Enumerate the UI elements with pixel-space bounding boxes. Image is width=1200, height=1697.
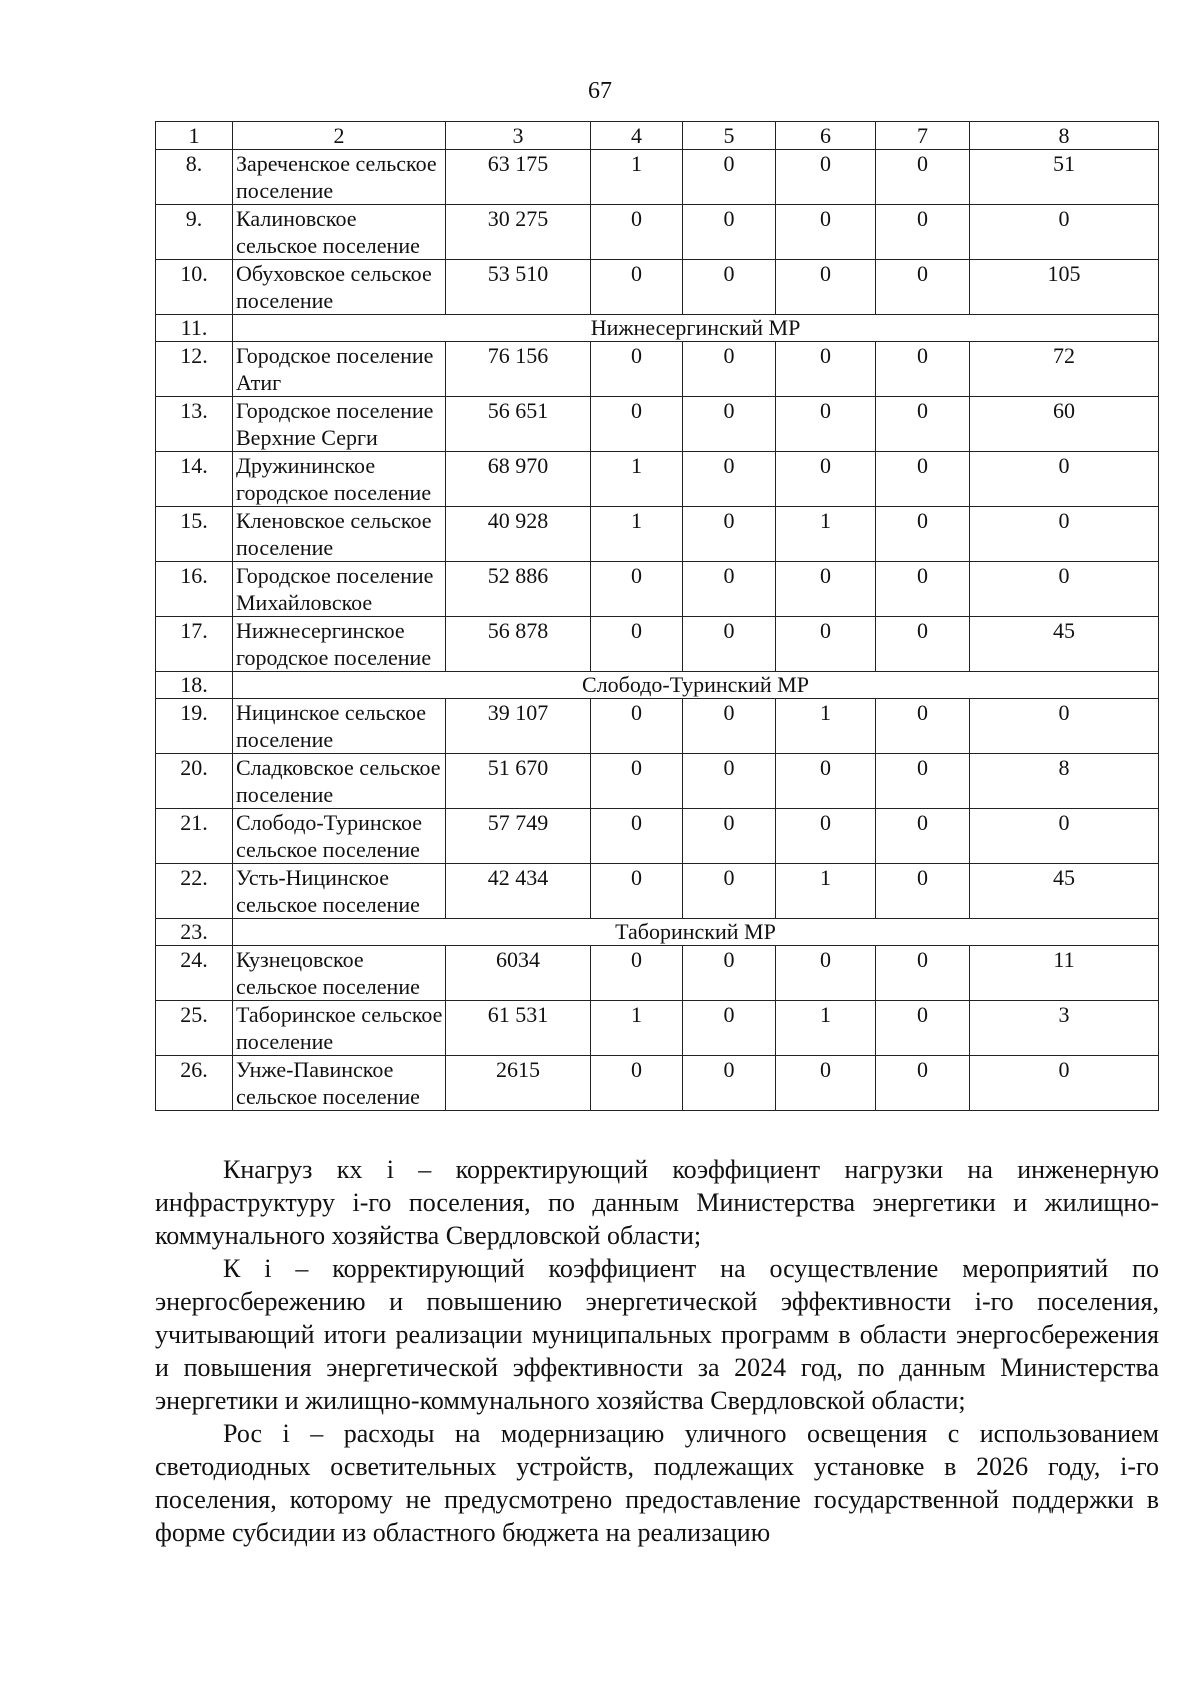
settlement-name: Дружининское городское поселение xyxy=(233,452,446,507)
value-cell: 72 xyxy=(970,342,1159,397)
table-row xyxy=(156,699,1159,754)
row-number: 17. xyxy=(156,617,233,672)
settlement-name: Слободо-Туринское сельское поселение xyxy=(233,809,446,864)
value-cell: 61 531 xyxy=(446,1001,591,1056)
value-cell: 0 xyxy=(776,946,876,1001)
settlement-name: Городское поселение Верхние Серги xyxy=(233,397,446,452)
value-cell: 0 xyxy=(776,1056,876,1111)
table-row xyxy=(156,260,1159,315)
column-header: 5 xyxy=(683,122,776,150)
value-cell: 56 878 xyxy=(446,617,591,672)
column-header: 4 xyxy=(591,122,683,150)
table-header-row xyxy=(156,122,1159,150)
value-cell: 0 xyxy=(970,205,1159,260)
value-cell: 53 510 xyxy=(446,260,591,315)
column-header: 3 xyxy=(446,122,591,150)
row-number: 23. xyxy=(156,919,233,946)
value-cell: 51 670 xyxy=(446,754,591,809)
group-row xyxy=(156,315,1159,342)
value-cell: 0 xyxy=(591,342,683,397)
value-cell: 63 175 xyxy=(446,150,591,205)
row-number: 25. xyxy=(156,1001,233,1056)
settlement-name: Кузнецовское сельское поселение xyxy=(233,946,446,1001)
value-cell: 0 xyxy=(876,150,970,205)
value-cell: 0 xyxy=(776,562,876,617)
table-row xyxy=(156,150,1159,205)
group-row xyxy=(156,919,1159,946)
row-number: 8. xyxy=(156,150,233,205)
table-row xyxy=(156,617,1159,672)
value-cell: 0 xyxy=(876,562,970,617)
value-cell: 40 928 xyxy=(446,507,591,562)
row-number: 12. xyxy=(156,342,233,397)
row-number: 14. xyxy=(156,452,233,507)
district-name: Таборинский МР xyxy=(233,919,1159,946)
table-row xyxy=(156,507,1159,562)
table-row xyxy=(156,754,1159,809)
table-row xyxy=(156,562,1159,617)
row-number: 10. xyxy=(156,260,233,315)
settlement-name: Кленовское сельское поселение xyxy=(233,507,446,562)
row-number: 22. xyxy=(156,864,233,919)
row-number: 20. xyxy=(156,754,233,809)
value-cell: 0 xyxy=(970,562,1159,617)
data-table xyxy=(155,121,1159,1111)
row-number: 26. xyxy=(156,1056,233,1111)
value-cell: 0 xyxy=(683,946,776,1001)
value-cell: 0 xyxy=(776,150,876,205)
district-name: Нижнесергинский МР xyxy=(233,315,1159,342)
value-cell: 0 xyxy=(776,205,876,260)
value-cell: 0 xyxy=(876,507,970,562)
paragraph-k: К i – корректирующий коэффициент на осуществление мероприятий по энергосбережению и повышению энергетической эффективности i-го поселения, учитывающий итоги реализации муниципальных программ в области энергосбережения и повышения энергетической эффективности за 2024 год, по данным Министерства энергетики и жилищно-коммунального хозяйства Свердловской области; xyxy=(155,1254,1159,1415)
value-cell: 0 xyxy=(683,562,776,617)
page-number: 67 xyxy=(588,78,612,104)
table-row xyxy=(156,397,1159,452)
value-cell: 0 xyxy=(683,864,776,919)
value-cell: 60 xyxy=(970,397,1159,452)
value-cell: 1 xyxy=(591,1001,683,1056)
value-cell: 0 xyxy=(876,205,970,260)
value-cell: 1 xyxy=(591,507,683,562)
table-row xyxy=(156,809,1159,864)
value-cell: 56 651 xyxy=(446,397,591,452)
value-cell: 0 xyxy=(591,397,683,452)
value-cell: 0 xyxy=(776,397,876,452)
row-number: 21. xyxy=(156,809,233,864)
column-header: 8 xyxy=(970,122,1159,150)
value-cell: 0 xyxy=(683,507,776,562)
table-row xyxy=(156,864,1159,919)
value-cell: 0 xyxy=(591,617,683,672)
value-cell: 1 xyxy=(776,507,876,562)
value-cell: 6034 xyxy=(446,946,591,1001)
value-cell: 0 xyxy=(591,864,683,919)
value-cell: 0 xyxy=(876,809,970,864)
value-cell: 0 xyxy=(776,809,876,864)
row-number: 9. xyxy=(156,205,233,260)
value-cell: 0 xyxy=(876,864,970,919)
value-cell: 0 xyxy=(970,452,1159,507)
value-cell: 42 434 xyxy=(446,864,591,919)
value-cell: 0 xyxy=(683,205,776,260)
district-name: Слободо-Туринский МР xyxy=(233,672,1159,699)
settlement-name: Унже-Павинское сельское поселение xyxy=(233,1056,446,1111)
settlement-name: Таборинское сельское поселение xyxy=(233,1001,446,1056)
table-row xyxy=(156,1001,1159,1056)
value-cell: 0 xyxy=(683,1001,776,1056)
value-cell: 45 xyxy=(970,617,1159,672)
column-header: 7 xyxy=(876,122,970,150)
value-cell: 0 xyxy=(591,205,683,260)
value-cell: 0 xyxy=(776,260,876,315)
value-cell: 0 xyxy=(876,1001,970,1056)
value-cell: 2615 xyxy=(446,1056,591,1111)
table-row xyxy=(156,1056,1159,1111)
value-cell: 0 xyxy=(683,397,776,452)
value-cell: 0 xyxy=(876,699,970,754)
column-header: 2 xyxy=(233,122,446,150)
value-cell: 0 xyxy=(591,260,683,315)
value-cell: 0 xyxy=(683,452,776,507)
value-cell: 57 749 xyxy=(446,809,591,864)
value-cell: 0 xyxy=(876,260,970,315)
settlement-name: Калиновское сельское поселение xyxy=(233,205,446,260)
row-number: 16. xyxy=(156,562,233,617)
value-cell: 0 xyxy=(776,342,876,397)
value-cell: 0 xyxy=(591,699,683,754)
row-number: 19. xyxy=(156,699,233,754)
value-cell: 0 xyxy=(876,397,970,452)
value-cell: 0 xyxy=(683,342,776,397)
value-cell: 1 xyxy=(776,699,876,754)
value-cell: 8 xyxy=(970,754,1159,809)
value-cell: 0 xyxy=(876,754,970,809)
value-cell: 0 xyxy=(970,809,1159,864)
value-cell: 0 xyxy=(591,946,683,1001)
value-cell: 1 xyxy=(776,1001,876,1056)
settlement-name: Городское поселение Михайловское xyxy=(233,562,446,617)
row-number: 24. xyxy=(156,946,233,1001)
value-cell: 0 xyxy=(876,617,970,672)
value-cell: 0 xyxy=(683,617,776,672)
value-cell: 0 xyxy=(591,562,683,617)
value-cell: 1 xyxy=(591,452,683,507)
value-cell: 0 xyxy=(683,754,776,809)
value-cell: 11 xyxy=(970,946,1159,1001)
value-cell: 0 xyxy=(970,1056,1159,1111)
settlement-name: Обуховское сельское поселение xyxy=(233,260,446,315)
value-cell: 0 xyxy=(683,699,776,754)
value-cell: 68 970 xyxy=(446,452,591,507)
table-row xyxy=(156,946,1159,1001)
value-cell: 0 xyxy=(683,809,776,864)
value-cell: 0 xyxy=(683,1056,776,1111)
value-cell: 52 886 xyxy=(446,562,591,617)
settlement-name: Нижнесергинское городское поселение xyxy=(233,617,446,672)
row-number: 15. xyxy=(156,507,233,562)
value-cell: 0 xyxy=(591,754,683,809)
value-cell: 45 xyxy=(970,864,1159,919)
value-cell: 1 xyxy=(591,150,683,205)
value-cell: 0 xyxy=(776,617,876,672)
settlement-name: Сладковское сельское поселение xyxy=(233,754,446,809)
value-cell: 30 275 xyxy=(446,205,591,260)
value-cell: 76 156 xyxy=(446,342,591,397)
settlement-name: Городское поселение Атиг xyxy=(233,342,446,397)
table-row xyxy=(156,342,1159,397)
row-number: 18. xyxy=(156,672,233,699)
value-cell: 0 xyxy=(970,507,1159,562)
body-text xyxy=(155,1153,1159,1549)
value-cell: 0 xyxy=(776,452,876,507)
value-cell: 0 xyxy=(970,699,1159,754)
value-cell: 0 xyxy=(591,809,683,864)
value-cell: 1 xyxy=(776,864,876,919)
settlement-name: Усть-Ницинское сельское поселение xyxy=(233,864,446,919)
value-cell: 0 xyxy=(776,754,876,809)
group-row xyxy=(156,672,1159,699)
table-row xyxy=(156,205,1159,260)
value-cell: 0 xyxy=(876,342,970,397)
settlement-name: Зареченское сельское поселение xyxy=(233,150,446,205)
value-cell: 0 xyxy=(591,1056,683,1111)
table-row xyxy=(156,452,1159,507)
value-cell: 3 xyxy=(970,1001,1159,1056)
settlement-name: Ницинское сельское поселение xyxy=(233,699,446,754)
paragraph-knagruz: Кнагруз кх i – корректирующий коэффициент нагрузки на инженерную инфраструктуру i-го поселения, по данным Министерства энергетики и жилищно-коммунального хозяйства Свердловской области; xyxy=(155,1155,1159,1250)
column-header: 1 xyxy=(156,122,233,150)
column-header: 6 xyxy=(776,122,876,150)
paragraph-ros: Рос i – расходы на модернизацию уличного освещения с использованием светодиодных осветительных устройств, подлежащих установке в 2026 году, i-го поселения, которому не предусмотрено предоставление государственной поддержки в форме субсидии из областного бюджета на реализацию xyxy=(155,1419,1159,1547)
value-cell: 39 107 xyxy=(446,699,591,754)
value-cell: 51 xyxy=(970,150,1159,205)
row-number: 11. xyxy=(156,315,233,342)
row-number: 13. xyxy=(156,397,233,452)
value-cell: 0 xyxy=(876,452,970,507)
value-cell: 105 xyxy=(970,260,1159,315)
value-cell: 0 xyxy=(683,150,776,205)
value-cell: 0 xyxy=(876,946,970,1001)
value-cell: 0 xyxy=(683,260,776,315)
value-cell: 0 xyxy=(876,1056,970,1111)
